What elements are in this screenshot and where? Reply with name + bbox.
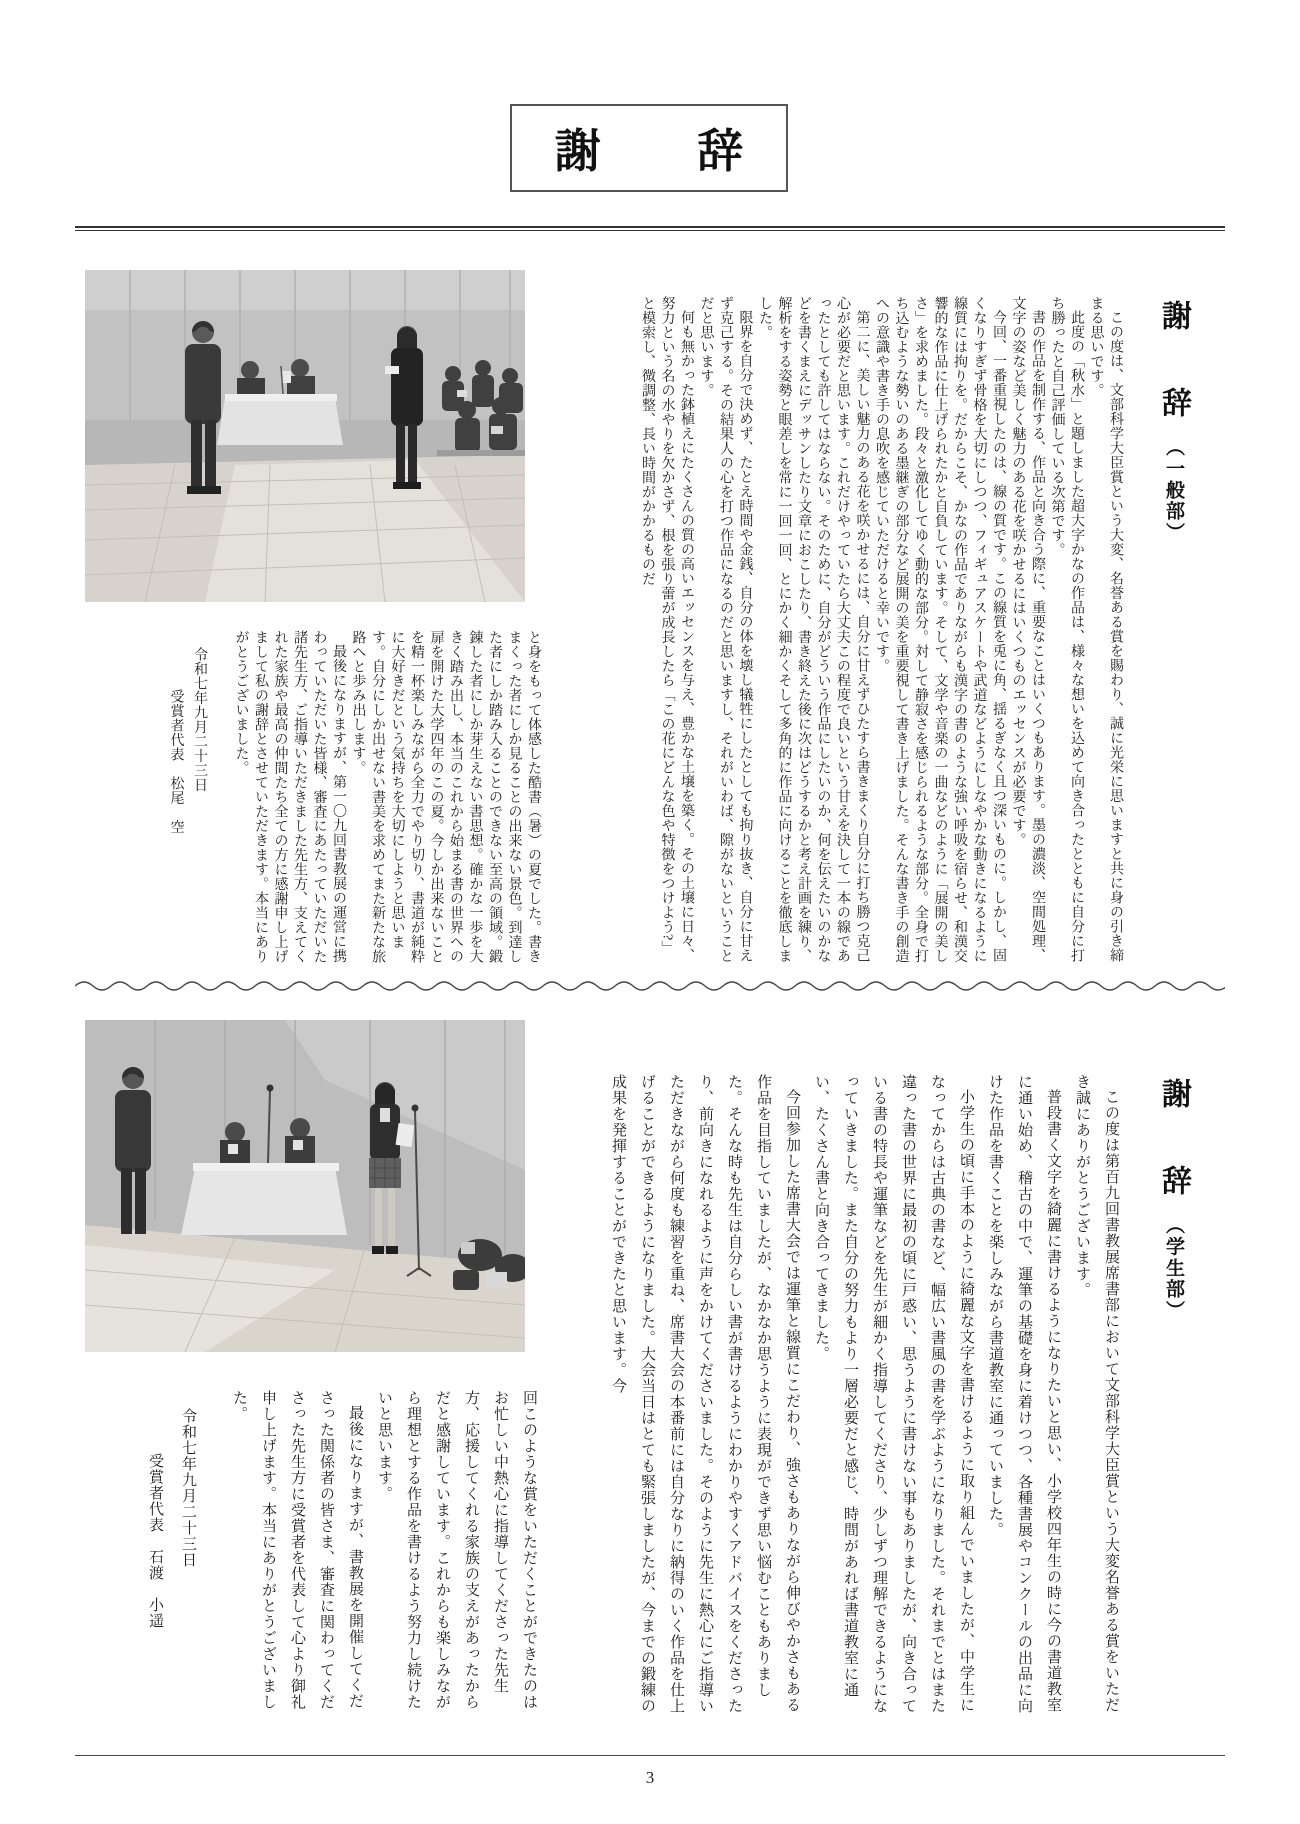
ceremony-photo-student [85,1020,525,1352]
acknowledgment-student-text-right [545,1074,1125,1714]
acknowledgment-student-text-below-photo [88,1390,543,1720]
section-heading-student [1158,1078,1188,1321]
paragraph: 限界を自分で決めず、たとえ時間や金銭、自分の体を壊し犠牲にしたとしても拘り抜き、自分に甘えず克己する。その結果人の心を打つ作品になるのだと思いますし、それがいわば、隙がないということだと思います。 [698,296,753,963]
ceremony-photo-general-graphic [85,270,525,602]
wavy-divider [75,978,1225,994]
ceremony-photo-general [85,270,525,602]
section-heading-main: 謝 辞 [1157,300,1190,431]
paragraph: 此度の「秋水」と題しました超大字かなの作品は、様々な想いを込めて向き合ったとともに自分に打ち勝ったと自己評価している次第です。 [1049,296,1084,963]
section-heading-sub: （一般部） [1163,436,1184,543]
top-section-rule [75,226,1225,231]
page-title: 謝 辞 [554,126,769,177]
paragraph: 最後になりますが、第一〇九回書教展の運営に携わっていただいた皆様、審査にあたっていただいた諸先生方、ご指導いただきました先生方、支えてくれた家族や最高の仲間たち全ての方に感謝申し上げまして私の謝辞とさせていただきます。本当にありがとうございました。 [233,630,346,964]
paragraph: 第二に、美しい魅力のある花を咲かせるには、自分に甘えずひたすら書きまくり自分に打ち勝つ克己心が必要だと思います。これだけやっていたら大丈夫この程度で良いという甘えを決して一本の線であったとしても許してはならない。そのために、自分がどういう作品にしたいのか、何を伝えたいのかなどを書くまえにデッサンしたり文章におこしたり、書き終えた後に次はどうするかと考え計画を練り、解析をする姿勢と眼差しを常に一回一回、とにかく細かくそして多角的に作品に向けることを徹底しました。 [757,296,870,963]
paragraph: 何も無かった鉢植えにたくさんの質の高いエッセンスを与え、豊かな土壌を築く。その土壌に日々、努力という名の水やりを欠かさず、根を張り蕾が成長したら「この花にどんな色や特徴をつけよう?」と模索し、微調整、長い時間がかかるものだ [640,296,694,963]
paragraph: 普段書く文字を綺麗に書けるようになりたいと思い、小学校四年生の時に今の書道教室に通い始め、稽古の中で、運筆の基礎を身に着けつつ、各種書展やコンクールの出品に向けた作品を書くことを楽しみながら書道教室に通っていました。 [987,1074,1061,1714]
paragraph: 今回、一番重視したのは、線の質です。この線質を兎に角、揺るぎなく且つ深いものに。しかし、固くなりすぎず骨格を大切にしつつ、フィギュアスケートや武道などようにしなやかな動きになるように線質には拘りを。だからこそ、かなの作品でありながらも漢字の書のような強い呼吸を宿らせ、和漢交響的な作品に仕上げられたかと自負しています。そして、文学や音楽の一曲などのように「展開の美しさ」を求めました。段々と激化してゆく動的な部分。対して静寂さを感じられるような部分。全身で打ち込むような勢いのある墨継ぎの部分など展開の美を重要視して書き上げました。そんな書き手の創造への意識や書き手の息吹を感じていただけると幸いです。 [874,296,1006,963]
signature-line: 受賞者代表 石渡 小遥 [147,1453,163,1629]
ceremony-photo-student-graphic [85,1020,525,1352]
paragraph: と身をもって体感した酷書（暑）の夏でした。書きまくった者にしか見ることの出来ない景色。到達した者にしか踏み入ることのできない至高の領域。鍛錬した者にしか芽生えない書思想。確かな一歩を大きく踏み出し、本当のこれから始まる書の世界への扉を開けた大学四年のこの夏。今しか出来ないことを精一杯楽しみながら全力でやり切り、書道が純粋に大好きだという気持ちを大切にしようと思います。自分にしか出せない書美を求めてまた新たな旅路へと歩み出します。 [350,630,541,964]
date-line: 令和七年九月二十三日 [180,1408,196,1568]
date-line: 令和七年九月二十三日 [192,646,207,792]
paragraph: 今回参加した席書大会では運筆と線質にこだわり、強さもありながら伸びやかさもある作品を目指していましたが、なかなか思うように表現ができず思い悩むこともありました。そんな時も先生は自分らしい書が書けるようにわかりやすくアドバイスをくださったり、前向きになれるように声をかけてくださいました。そのように先生に熱心にご指導いただきながら何度も練習を重ね、席書大会の本番前には自分なりに納得のいく作品を仕上げることができるようになりました。大会当日はとても緊張しましたが、今までの鍛練の成果を発揮することができたと思います。今 [610,1074,800,1714]
section-heading-sub: （学生部） [1163,1214,1184,1321]
paragraph: 小学生の頃に手本のように綺麗な文字を書けるように取り組んでいましたが、中学生になってからは古典の書など、幅広い書風の書を学ぶようになりました。それまでとはまた違った書の世界に最初の頃に戸惑い、思うように書けない事もありましたが、向き合っている書の特長や運筆などを先生が細かく指導してくださり、少しずつ理解できるようになっていきました。また自分の努力もより一層必要だと感じ、時間があれば書道教室に通い、たくさん書と向き合ってきました。 [813,1074,974,1714]
paragraph: 最後になりますが、書教展を開催してくださった関係者の皆さま、審査に関わってくださった先生方に受賞者を代表して心より御礼申し上げます。本当にありがとうございました。 [231,1390,363,1710]
section-heading-main: 謝 辞 [1157,1078,1190,1209]
page-title-box [510,104,788,192]
paragraph: 書の作品を制作する、作品と向き合う際に、重要なことはいくつもあります。墨の濃淡、空間処理、文字の姿など美しく魅力のある花を咲かせるにはいくつものエッセンスが必要です。 [1010,296,1045,963]
signature-line: 受賞者代表 松尾 空 [168,688,184,834]
acknowledgment-general-text-right [545,296,1125,968]
paragraph: この度は、文部科学大臣賞という大変、名誉ある賞を賜わり、誠に光栄に思いますと共に身の引き締まる思いです。 [1088,296,1123,963]
page-number: 3 [645,1768,655,1787]
bottom-rule [75,1755,1225,1756]
paragraph: 回このような賞をいただくことができたのはお忙しい中熱心に指導してくださった先生方、応援してくれる家族の支えがあったからだと感謝しています。これからも楽しみながら理想とする作品を書けるよう努力し続けたいと思います。 [376,1390,537,1710]
acknowledgment-general-text-below-photo [88,630,543,968]
section-heading-general [1158,300,1188,543]
paragraph: この度は第百九回書教展席書部において文部科学大臣賞という大変名誉ある賞をいただき誠にありがとうございます。 [1074,1074,1119,1713]
